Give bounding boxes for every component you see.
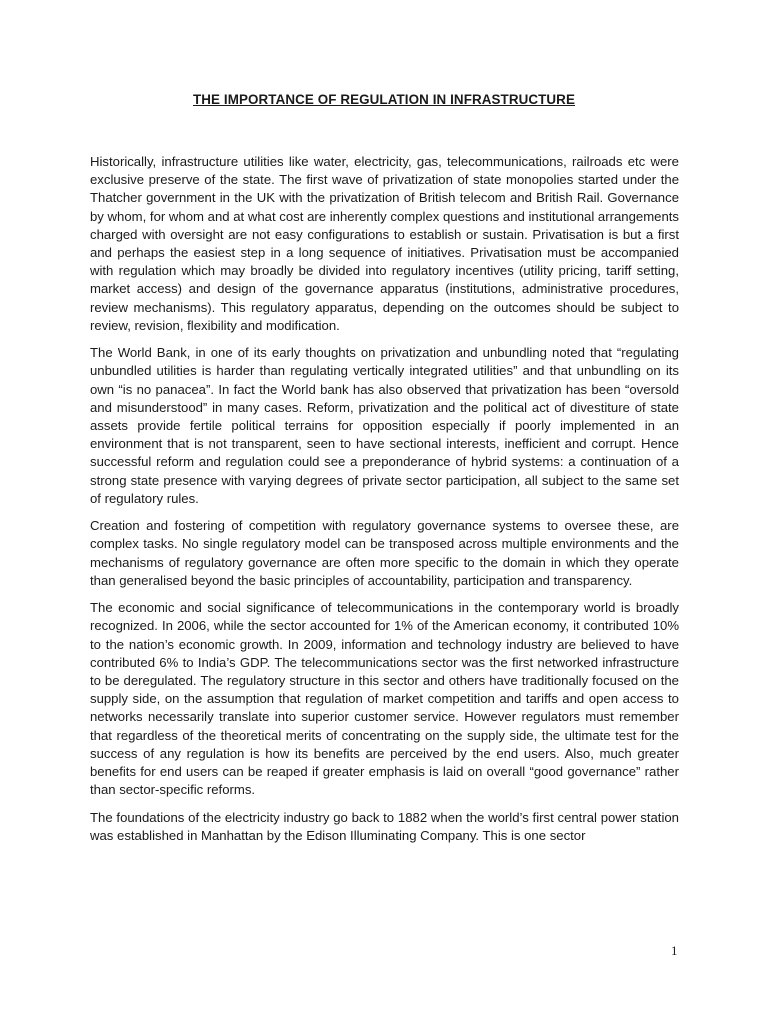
paragraph-world-bank: The World Bank, in one of its early thoughts on privatization and unbundling noted that “regulating unbundled utilities is harder than regulating vertically integrated utilities” and that unbundling on its own “is no panacea”. In fact the World bank has also observed that privatization has been “oversold and misunderstood” in many cases. Reform, privatization and the political act of divestiture of state assets provide fertile political terrains for opposition especially if poorly implemented in an environment that is not transparent, seen to have sectional interests, inefficient and corrupt. Hence successful reform and regulation could see a preponderance of hybrid systems: a continuation of a strong state presence with varying degrees of private sector participation, all subject to the same set of regulatory rules. xyxy=(90,345,679,506)
document-body xyxy=(90,153,679,854)
document-title: THE IMPORTANCE OF REGULATION IN INFRASTRUCTURE xyxy=(192,92,575,107)
paragraph-privatization-history: Historically, infrastructure utilities like water, electricity, gas, telecommunications, railroads etc were exclusive preserve of the state. The first wave of privatization of state monopolies started under the Thatcher government in the UK with the privatization of British telecom and British Rail. Governance by whom, for whom and at what cost are inherently complex questions and institutional arrangements charged with oversight are not easy configurations to establish or sustain. Privatisation is but a first and perhaps the easiest step in a long sequence of initiatives. Privatisation must be accompanied with regulation which may broadly be divided into regulatory incentives (utility pricing, tariff setting, market access) and design of the governance apparatus (institutions, administrative procedures, review mechanisms). This regulatory apparatus, depending on the outcomes should be subject to review, revision, flexibility and modification. xyxy=(90,154,679,333)
page-number: 1 xyxy=(671,943,678,958)
paragraph-competition: Creation and fostering of competition with regulatory governance systems to oversee these, are complex tasks. No single regulatory model can be transposed across multiple environments and the mechanisms of regulatory governance are often more specific to the domain in which they operate than generalised beyond the basic principles of accountability, participation and transparency. xyxy=(90,518,679,588)
paragraph-electricity: The foundations of the electricity industry go back to 1882 when the world’s first central power station was established in Manhattan by the Edison Illuminating Company. This is one sector xyxy=(90,809,679,843)
paragraph-telecommunications: The economic and social significance of telecommunications in the contemporary world is broadly recognized. In 2006, while the sector accounted for 1% of the American economy, it contributed 10% to the nation’s economic growth. In 2009, information and technology industry are believed to have contributed 6% to India’s GDP. The telecommunications sector was the first networked infrastructure to be deregulated. The regulatory structure in this sector and others have traditionally focused on the supply side, on the assumption that regulation of market competition and tariffs and open access to networks necessarily translate into superior customer service. However regulators must remember that regardless of the theoretical merits of concentrating on the supply side, the ultimate test for the success of any regulation is how its benefits are perceived by the end users. Also, much greater benefits for end users can be reaped if greater emphasis is laid on overall “good governance” rather than sector-specific reforms. xyxy=(90,600,679,798)
